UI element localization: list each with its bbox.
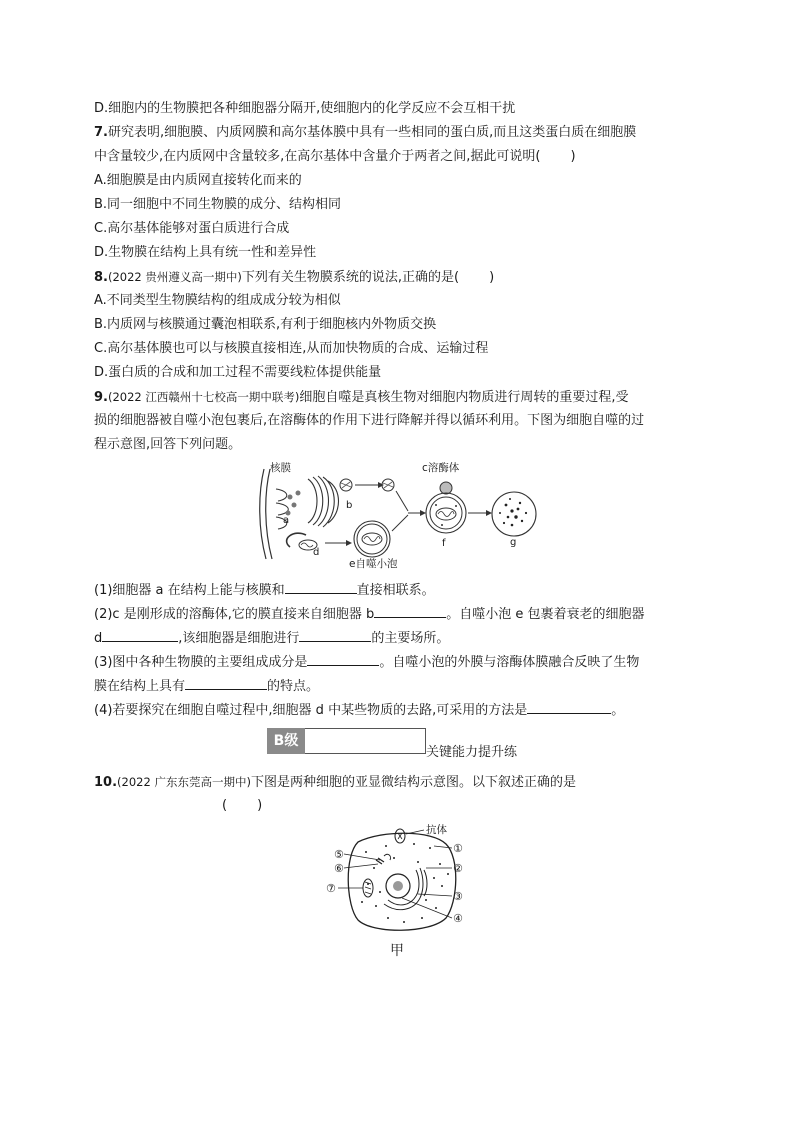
golgi-organelle-b bbox=[308, 476, 339, 527]
q6-option-d: D.细胞内的生物膜把各种细胞器分隔开,使细胞内的化学反应不会互相干扰 bbox=[94, 101, 516, 116]
q9-part3-line2: 膜在结构上具有 的特点。 bbox=[94, 675, 319, 697]
q9-stem1: 细胞自噬是真核生物对细胞内物质进行周转的重要过程,受 bbox=[299, 390, 629, 405]
fusion-f-shape bbox=[426, 493, 466, 533]
label-vesicle: e自噬小泡 bbox=[349, 558, 398, 570]
q8-source: (2022 贵州遵义高一期中) bbox=[107, 270, 242, 284]
q8-stem-line bbox=[94, 267, 494, 288]
label-nuclear-membrane: 核膜 bbox=[270, 462, 291, 474]
answer-blank-6[interactable] bbox=[185, 675, 267, 690]
q8-option-a: A.不同类型生物膜结构的组成成分较为相似 bbox=[94, 293, 341, 308]
label-2: ② bbox=[453, 862, 463, 875]
label-a: a bbox=[283, 515, 290, 526]
q10-stem-line bbox=[94, 772, 576, 793]
q9-source: (2022 江西赣州十七校高一期中联考) bbox=[107, 390, 300, 404]
nuclear-membrane-shape bbox=[260, 469, 272, 559]
label-f: f bbox=[442, 538, 446, 549]
label-g: g bbox=[510, 537, 517, 548]
q9-stem-line3: 程示意图,回答下列问题。 bbox=[94, 437, 242, 452]
answer-blank-4[interactable] bbox=[299, 627, 371, 642]
autophagy-diagram bbox=[250, 459, 550, 571]
q9-part2-line1: (2)c 是刚形成的溶酶体,它的膜直接来自细胞器 b 。自噬小泡 e 包裹着衰老的细胞器 bbox=[94, 603, 644, 625]
q7-number: 7. bbox=[94, 125, 108, 140]
q7-stem-line2 bbox=[94, 147, 576, 167]
q9-part2-line2: d ,该细胞器是细胞进行 的主要场所。 bbox=[94, 627, 449, 649]
label-antibody: 抗体 bbox=[426, 824, 447, 836]
section-level: B级 bbox=[267, 728, 305, 754]
q7-paren-close: ) bbox=[570, 149, 576, 164]
label-lysosome: c溶酶体 bbox=[422, 462, 460, 474]
q9-stem-line2: 损的细胞器被自噬小泡包裹后,在溶酶体的作用下进行降解并得以循环利用。下图为细胞自噬的过 bbox=[94, 413, 645, 428]
q7-stem1: 研究表明,细胞膜、内质网膜和高尔基体膜中具有一些相同的蛋白质,而且这类蛋白质在细胞膜 bbox=[107, 125, 637, 140]
q8-paren-close: ) bbox=[489, 270, 495, 285]
q10-number: 10. bbox=[94, 775, 118, 790]
q10-paren: ( ) bbox=[222, 798, 263, 813]
label-6: ⑥ bbox=[334, 862, 344, 875]
label-3: ③ bbox=[453, 890, 463, 903]
q7-option-b: B.同一细胞中不同生物膜的成分、结构相同 bbox=[94, 197, 342, 212]
q10-source: (2022 广东东莞高一期中) bbox=[117, 775, 251, 789]
label-4: ④ bbox=[453, 912, 463, 925]
answer-blank-1[interactable] bbox=[285, 579, 357, 594]
q8-option-c: C.高尔基体膜也可以与核膜直接相连,从而加快物质的合成、运输过程 bbox=[94, 341, 489, 356]
q9-part4: (4)若要探究在细胞自噬过程中,细胞器 d 中某些物质的去路,可采用的方法是 。 bbox=[94, 699, 624, 721]
answer-blank-5[interactable] bbox=[307, 651, 379, 666]
degradation-g-shape bbox=[492, 492, 536, 536]
answer-blank-7[interactable] bbox=[527, 699, 611, 714]
isolation-membrane-shape bbox=[287, 533, 306, 547]
label-b: b bbox=[346, 500, 353, 511]
lysosome-c-shape bbox=[440, 482, 452, 494]
section-badge-box bbox=[305, 728, 426, 754]
golgi-shape bbox=[416, 868, 427, 898]
q8-stem: 下列有关生物膜系统的说法,正确的是( bbox=[241, 270, 460, 285]
q9-part1: (1)细胞器 a 在结构上能与核膜和 直接相联系。 bbox=[94, 579, 435, 601]
label-7: ⑦ bbox=[326, 882, 336, 895]
q8-option-b: B.内质网与核膜通过囊泡相联系,有利于细胞核内外物质交换 bbox=[94, 317, 437, 332]
label-d: d bbox=[313, 547, 320, 558]
q8-option-d: D.蛋白质的合成和加工过程不需要线粒体提供能量 bbox=[94, 365, 382, 380]
label-5: ⑤ bbox=[334, 848, 344, 861]
q9-part3-line1: (3)图中各种生物膜的主要组成成分是 。自噬小泡的外膜与溶酶体膜融合反映了生物 bbox=[94, 651, 639, 673]
q10-stem: 下图是两种细胞的亚显微结构示意图。以下叙述正确的是 bbox=[250, 775, 576, 790]
q8-number: 8. bbox=[94, 270, 108, 285]
q7-stem-line1 bbox=[94, 123, 636, 143]
q9-stem-line1 bbox=[94, 387, 629, 408]
q7-option-c: C.高尔基体能够对蛋白质进行合成 bbox=[94, 221, 290, 236]
section-title: 关键能力提升练 bbox=[426, 745, 518, 760]
answer-blank-3[interactable] bbox=[102, 627, 178, 642]
q9-number: 9. bbox=[94, 390, 108, 405]
q7-option-d: D.生物膜在结构上具有统一性和差异性 bbox=[94, 245, 317, 260]
autophagosome-e-shape bbox=[354, 521, 390, 557]
figure-caption-jia: 甲 bbox=[390, 943, 404, 959]
label-1: ① bbox=[453, 842, 463, 855]
q7-option-a: A.细胞膜是由内质网直接转化而来的 bbox=[94, 173, 302, 188]
ribosome-dots bbox=[361, 843, 449, 923]
q7-stem2: 中含量较少,在内质网中含量较多,在高尔基体中含量介于两者之间,据此可说明( bbox=[94, 149, 541, 164]
animal-cell-diagram bbox=[322, 822, 482, 938]
answer-blank-2[interactable] bbox=[374, 603, 446, 618]
